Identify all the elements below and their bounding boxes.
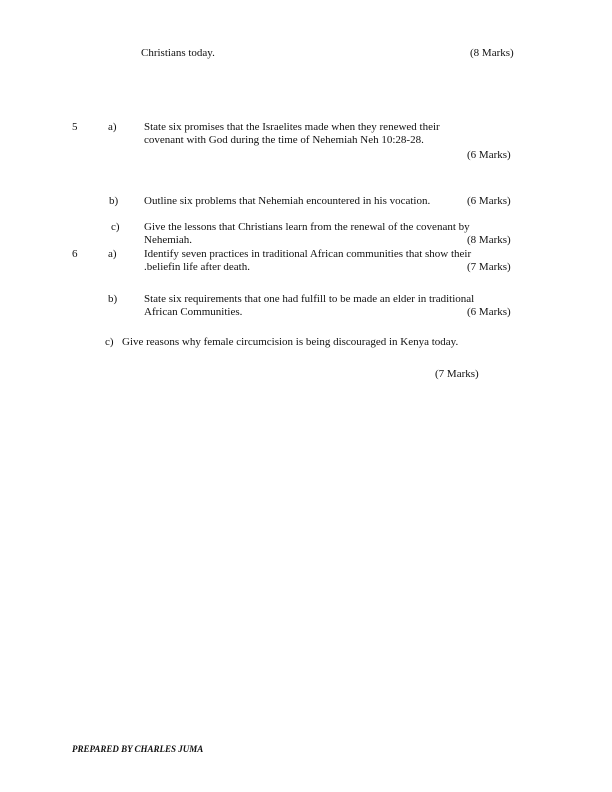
marks-label: (6 Marks): [467, 306, 511, 318]
question-number: 6: [72, 248, 78, 260]
question-part: b): [108, 293, 118, 305]
question-part: c): [111, 221, 120, 233]
question-part: a): [108, 248, 117, 260]
prev-question-tail: Christians today.: [141, 47, 215, 59]
marks-label: (8 Marks): [467, 234, 511, 246]
question-text: Give the lessons that Christians learn from the renewal of the covenant by: [144, 221, 470, 233]
question-part: b): [109, 195, 119, 207]
question-part: a): [108, 121, 117, 133]
marks-label: (6 Marks): [467, 149, 511, 161]
question-text: State six promises that the Israelites made when they renewed their: [144, 121, 440, 133]
question-text: covenant with God during the time of Nehemiah Neh 10:28-28.: [144, 134, 424, 146]
footer-credit: PREPARED BY CHARLES JUMA: [72, 744, 204, 754]
question-number: 5: [72, 121, 78, 133]
question-text: African Communities.: [144, 306, 243, 318]
marks-label: (8 Marks): [470, 47, 514, 59]
question-text: Outline six problems that Nehemiah encountered in his vocation.: [144, 195, 431, 207]
marks-label: (7 Marks): [435, 368, 479, 380]
question-text: .beliefin life after death.: [144, 261, 250, 273]
marks-label: (6 Marks): [467, 195, 511, 207]
question-part: c): [105, 336, 114, 348]
question-text: Identify seven practices in traditional African communities that show their: [144, 248, 472, 260]
question-text: State six requirements that one had fulfill to be made an elder in traditional: [144, 293, 475, 305]
question-text: Nehemiah.: [144, 234, 192, 246]
marks-label: (7 Marks): [467, 261, 511, 273]
question-text: Give reasons why female circumcision is being discouraged in Kenya today.: [122, 336, 459, 348]
